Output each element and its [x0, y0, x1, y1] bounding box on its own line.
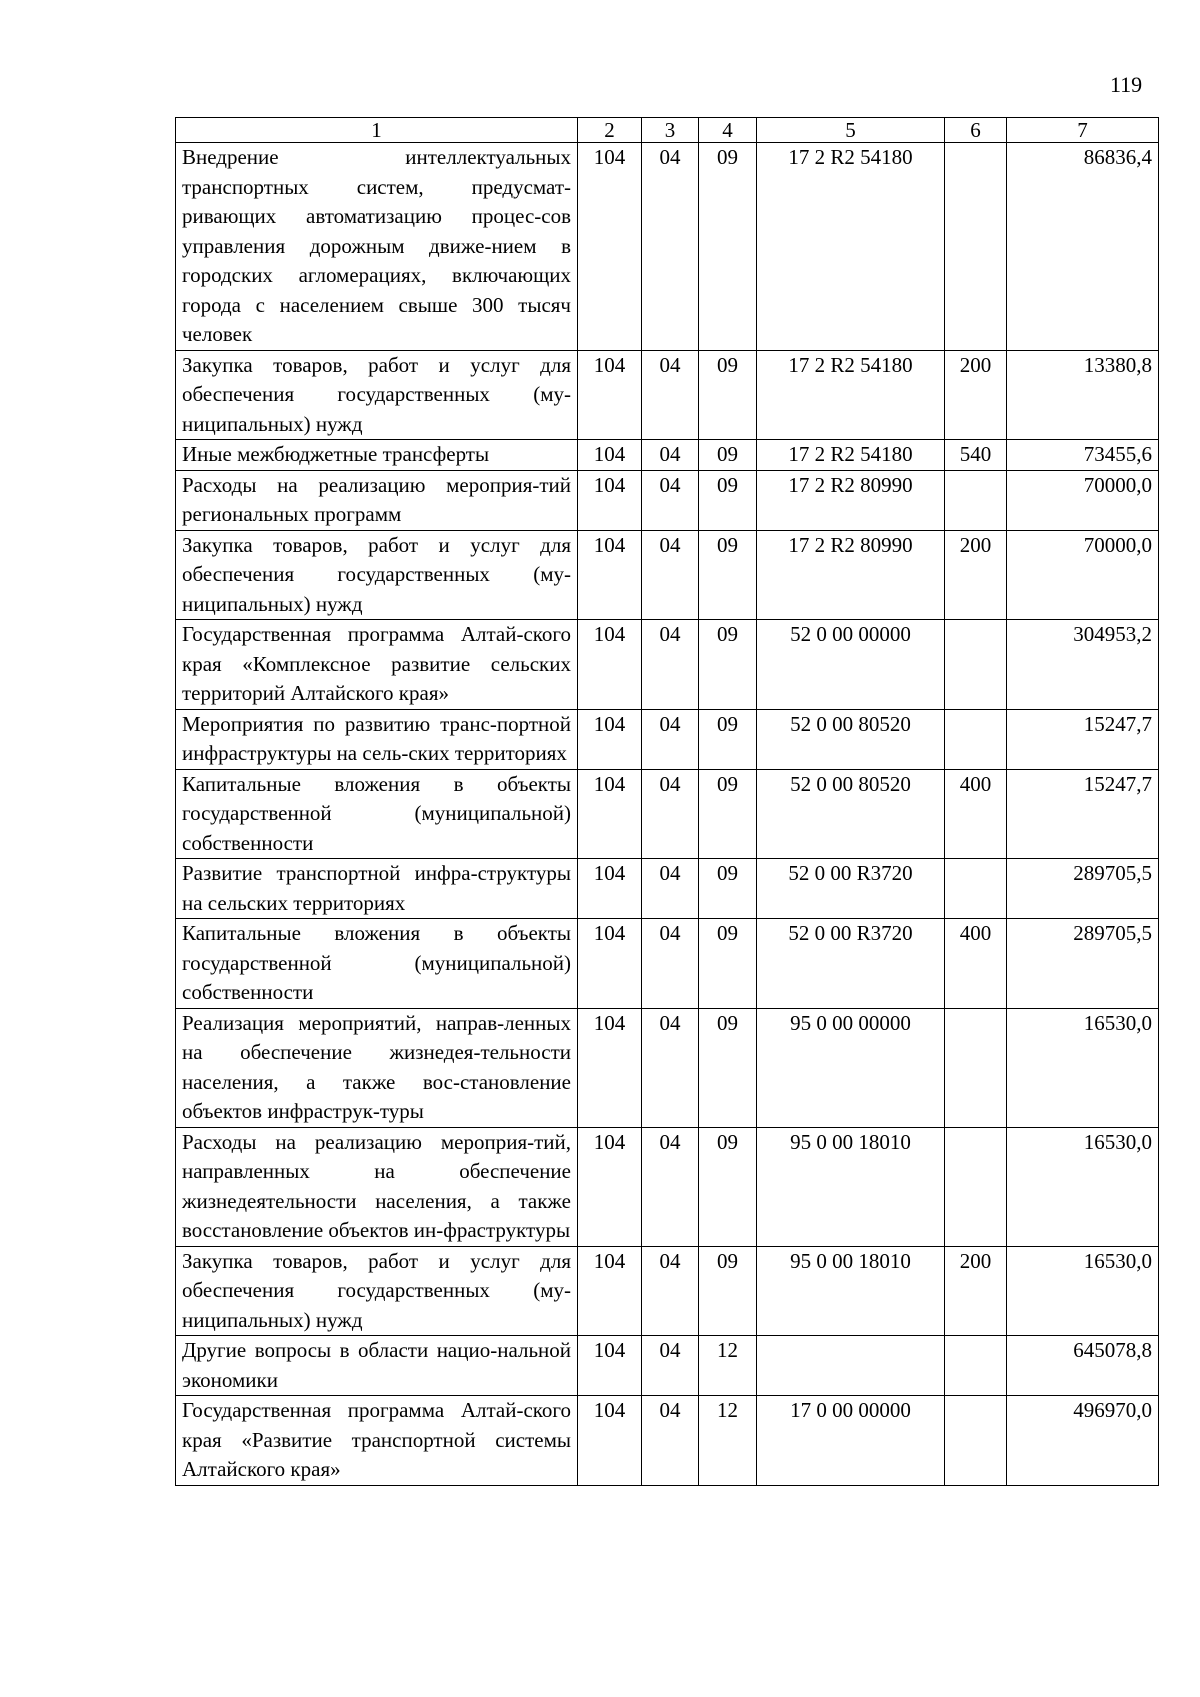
- expense-type-cell: 400: [945, 769, 1007, 859]
- header-cell: 6: [945, 118, 1007, 143]
- ministry-code-cell: 104: [578, 1396, 642, 1486]
- subsection-code-cell: 09: [699, 769, 757, 859]
- expense-type-cell: [945, 859, 1007, 919]
- ministry-code-cell: 104: [578, 530, 642, 620]
- target-article-cell: 17 2 R2 80990: [757, 530, 945, 620]
- table-row: [176, 859, 1159, 919]
- item-name-cell: Капитальные вложения в объекты государственной (муниципальной) собственности: [176, 769, 578, 859]
- item-name-cell: Государственная программа Алтай-ского края «Комплексное развитие сельских территорий Алтайского края»: [176, 620, 578, 710]
- ministry-code-cell: 104: [578, 919, 642, 1009]
- subsection-code-cell: 09: [699, 440, 757, 471]
- expense-type-cell: 400: [945, 919, 1007, 1009]
- ministry-code-cell: 104: [578, 620, 642, 710]
- amount-cell: 70000,0: [1007, 530, 1159, 620]
- section-code-cell: 04: [642, 859, 699, 919]
- target-article-cell: 95 0 00 18010: [757, 1127, 945, 1246]
- header-cell: 1: [176, 118, 578, 143]
- section-code-cell: 04: [642, 709, 699, 769]
- ministry-code-cell: 104: [578, 350, 642, 440]
- amount-cell: 289705,5: [1007, 919, 1159, 1009]
- item-name-cell: Другие вопросы в области нацио-нальной экономики: [176, 1336, 578, 1396]
- ministry-code-cell: 104: [578, 1336, 642, 1396]
- target-article-cell: 17 2 R2 54180: [757, 143, 945, 351]
- target-article-cell: 17 2 R2 54180: [757, 440, 945, 471]
- section-code-cell: 04: [642, 530, 699, 620]
- target-article-cell: 52 0 00 R3720: [757, 919, 945, 1009]
- ministry-code-cell: 104: [578, 769, 642, 859]
- expense-type-cell: [945, 709, 1007, 769]
- subsection-code-cell: 09: [699, 1246, 757, 1336]
- item-name-cell: Реализация мероприятий, направ-ленных на обеспечение жизнедея-тельности населения, а также вос-становление объектов инфраструк-туры: [176, 1008, 578, 1127]
- expense-type-cell: [945, 143, 1007, 351]
- amount-cell: 16530,0: [1007, 1246, 1159, 1336]
- item-name-cell: Развитие транспортной инфра-структуры на сельских территориях: [176, 859, 578, 919]
- table-row: [176, 350, 1159, 440]
- table-row: [176, 1127, 1159, 1246]
- section-code-cell: 04: [642, 1008, 699, 1127]
- target-article-cell: 52 0 00 80520: [757, 709, 945, 769]
- ministry-code-cell: 104: [578, 1246, 642, 1336]
- subsection-code-cell: 09: [699, 1008, 757, 1127]
- target-article-cell: 52 0 00 00000: [757, 620, 945, 710]
- subsection-code-cell: 09: [699, 1127, 757, 1246]
- subsection-code-cell: 09: [699, 859, 757, 919]
- expense-type-cell: 200: [945, 1246, 1007, 1336]
- subsection-code-cell: 09: [699, 470, 757, 530]
- target-article-cell: 17 2 R2 80990: [757, 470, 945, 530]
- table-row: [176, 1008, 1159, 1127]
- target-article-cell: 17 2 R2 54180: [757, 350, 945, 440]
- table-row: [176, 143, 1159, 351]
- amount-cell: 304953,2: [1007, 620, 1159, 710]
- table-body: [176, 143, 1159, 1486]
- table-row: [176, 470, 1159, 530]
- item-name-cell: Мероприятия по развитию транс-портной инфраструктуры на сель-ских территориях: [176, 709, 578, 769]
- ministry-code-cell: 104: [578, 143, 642, 351]
- target-article-cell: 95 0 00 18010: [757, 1246, 945, 1336]
- section-code-cell: 04: [642, 620, 699, 710]
- ministry-code-cell: 104: [578, 709, 642, 769]
- table-row: [176, 440, 1159, 471]
- amount-cell: 645078,8: [1007, 1336, 1159, 1396]
- amount-cell: 15247,7: [1007, 709, 1159, 769]
- amount-cell: 70000,0: [1007, 470, 1159, 530]
- amount-cell: 15247,7: [1007, 769, 1159, 859]
- target-article-cell: 17 0 00 00000: [757, 1396, 945, 1486]
- amount-cell: 13380,8: [1007, 350, 1159, 440]
- amount-cell: 73455,6: [1007, 440, 1159, 471]
- table-row: [176, 620, 1159, 710]
- section-code-cell: 04: [642, 470, 699, 530]
- expense-type-cell: [945, 1127, 1007, 1246]
- section-code-cell: 04: [642, 919, 699, 1009]
- expense-type-cell: [945, 1008, 1007, 1127]
- table-row: [176, 919, 1159, 1009]
- item-name-cell: Расходы на реализацию мероприя-тий, направленных на обеспечение жизнедеятельности населения, а также восстановление объектов ин-фраструктуры: [176, 1127, 578, 1246]
- subsection-code-cell: 12: [699, 1396, 757, 1486]
- subsection-code-cell: 09: [699, 143, 757, 351]
- ministry-code-cell: 104: [578, 859, 642, 919]
- section-code-cell: 04: [642, 1127, 699, 1246]
- header-cell: 7: [1007, 118, 1159, 143]
- header-cell: 5: [757, 118, 945, 143]
- budget-table: [175, 117, 1159, 1486]
- section-code-cell: 04: [642, 769, 699, 859]
- expense-type-cell: 540: [945, 440, 1007, 471]
- item-name-cell: Внедрение интеллектуальных транспортных систем, предусмат-ривающих автоматизацию процес-сов управления дорожным движе-нием в городских агломерациях, включающих города с населением свыше 300 тысяч человек: [176, 143, 578, 351]
- table-header-row: [176, 118, 1159, 143]
- table-row: [176, 1396, 1159, 1486]
- target-article-cell: 52 0 00 R3720: [757, 859, 945, 919]
- ministry-code-cell: 104: [578, 1008, 642, 1127]
- table-row: [176, 709, 1159, 769]
- subsection-code-cell: 09: [699, 530, 757, 620]
- header-cell: 4: [699, 118, 757, 143]
- subsection-code-cell: 09: [699, 350, 757, 440]
- subsection-code-cell: 12: [699, 1336, 757, 1396]
- table-row: [176, 1246, 1159, 1336]
- expense-type-cell: [945, 1396, 1007, 1486]
- amount-cell: 16530,0: [1007, 1008, 1159, 1127]
- expense-type-cell: [945, 620, 1007, 710]
- section-code-cell: 04: [642, 1396, 699, 1486]
- item-name-cell: Закупка товаров, работ и услуг для обеспечения государственных (му-ниципальных) нужд: [176, 1246, 578, 1336]
- expense-type-cell: 200: [945, 350, 1007, 440]
- section-code-cell: 04: [642, 143, 699, 351]
- table-row: [176, 1336, 1159, 1396]
- page-number: 119: [1110, 72, 1143, 97]
- amount-cell: 16530,0: [1007, 1127, 1159, 1246]
- subsection-code-cell: 09: [699, 620, 757, 710]
- section-code-cell: 04: [642, 1246, 699, 1336]
- section-code-cell: 04: [642, 350, 699, 440]
- header-cell: 3: [642, 118, 699, 143]
- ministry-code-cell: 104: [578, 470, 642, 530]
- section-code-cell: 04: [642, 1336, 699, 1396]
- header-cell: 2: [578, 118, 642, 143]
- amount-cell: 496970,0: [1007, 1396, 1159, 1486]
- item-name-cell: Закупка товаров, работ и услуг для обеспечения государственных (му-ниципальных) нужд: [176, 350, 578, 440]
- item-name-cell: Капитальные вложения в объекты государственной (муниципальной) собственности: [176, 919, 578, 1009]
- target-article-cell: [757, 1336, 945, 1396]
- ministry-code-cell: 104: [578, 1127, 642, 1246]
- section-code-cell: 04: [642, 440, 699, 471]
- item-name-cell: Закупка товаров, работ и услуг для обеспечения государственных (му-ниципальных) нужд: [176, 530, 578, 620]
- subsection-code-cell: 09: [699, 919, 757, 1009]
- item-name-cell: Расходы на реализацию мероприя-тий региональных программ: [176, 470, 578, 530]
- ministry-code-cell: 104: [578, 440, 642, 471]
- target-article-cell: 95 0 00 00000: [757, 1008, 945, 1127]
- item-name-cell: Государственная программа Алтай-ского края «Развитие транспортной системы Алтайского края»: [176, 1396, 578, 1486]
- amount-cell: 289705,5: [1007, 859, 1159, 919]
- expense-type-cell: 200: [945, 530, 1007, 620]
- table-row: [176, 530, 1159, 620]
- item-name-cell: Иные межбюджетные трансферты: [176, 440, 578, 471]
- subsection-code-cell: 09: [699, 709, 757, 769]
- expense-type-cell: [945, 1336, 1007, 1396]
- target-article-cell: 52 0 00 80520: [757, 769, 945, 859]
- amount-cell: 86836,4: [1007, 143, 1159, 351]
- expense-type-cell: [945, 470, 1007, 530]
- table-row: [176, 769, 1159, 859]
